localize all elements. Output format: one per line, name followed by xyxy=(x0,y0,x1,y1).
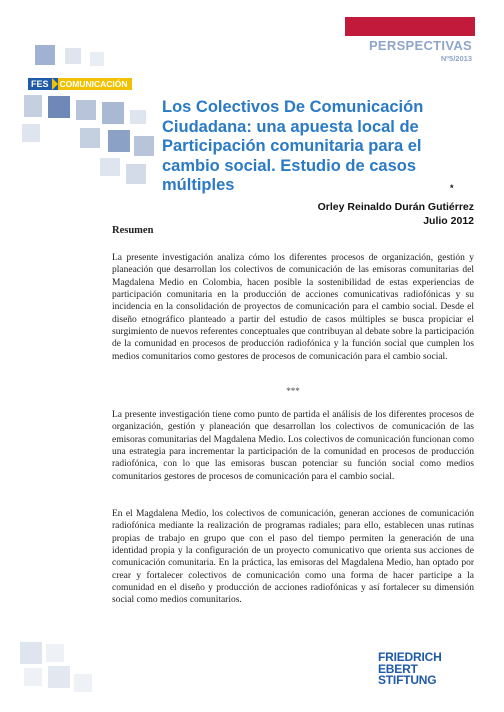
friedrich-ebert-stiftung-logo: FRIEDRICH EBERT STIFTUNG xyxy=(378,650,442,687)
abstract-heading: Resumen xyxy=(112,225,154,236)
author-block xyxy=(250,200,474,228)
footnote-mark: * xyxy=(450,183,454,193)
publication-date: Julio 2012 xyxy=(423,215,474,227)
author-name: Orley Reinaldo Durán Gutiérrez xyxy=(317,201,474,213)
fes-comunicacion-logo xyxy=(28,78,132,90)
issue-number: Nº5/2013 xyxy=(440,54,472,63)
series-title: PERSPECTIVAS xyxy=(368,38,472,53)
fes-label: FES xyxy=(28,78,52,90)
paragraph-context: En el Magdalena Medio, los colectivos de comunicación, generan acciones de comunicación radiofónica mediante la realización de programas radiales; para ello, establecen unas rutinas propias de trabajo en grupo que con el paso del tiempo permiten la generación de una identidad propia y la configuración de un proyecto comunicativo que orienta sus acciones de comunicación comunitaria. En la práctica, las emisoras del Magdalena Medio, han optado por crear y fortalecer colectivos de comunicación como una forma de hacer participe a la comunidad en el diseño y producción de acciones radiofónicas y así fortalecer su dimensión social como medios comunitarios. xyxy=(112,509,474,606)
accent-block xyxy=(345,17,475,36)
comunicacion-label: COMUNICACIÓN xyxy=(58,78,132,90)
document-title: Los Colectivos De Comunicación Ciudadana: una apuesta local de Participación comunitaria para el cambio social. Estudio de casos múltiples xyxy=(162,98,424,195)
paragraph-intro: La presente investigación tiene como punto de partida el análisis de los diferentes procesos de organización, gestión y planeación que desarrollan los colectivos de comunicación de las emisoras comunitarias del Magdalena Medio. Los colectivos de comunicación funcionan como una estrategia para incrementar la participación de la comunidad en procesos de producción radiofónica, con lo que las emisoras buscan potenciar su función social como medios comunitarios gestores de procesos de comunicación para el cambio social. xyxy=(112,410,474,482)
paragraph-abstract: La presente investigación analiza cómo los diferentes procesos de organización, gestión y planeación que desarrollan los colectivos de comunicación de las emisoras comunitarias del Magdalena Medio en Colombia, hacen posible la sostenibilidad de estas experiencias de participación comunitaria en la producción de acciones comunicativas radiofónicas y su incidencia en la consolidación de proyectos de comunicación para el cambio social. Desde el diseño etnográfico planteado a partir del estudio de casos múltiples se busca propiciar el surgimiento de nuevos referentes conceptuales que contribuyan al debate sobre la participación de la comunidad en procesos de producción radiofónica y la función social que cumplen los medios comunitarios como gestores de procesos de comunicación para el cambio social. xyxy=(112,253,474,362)
separator: *** xyxy=(286,386,300,396)
